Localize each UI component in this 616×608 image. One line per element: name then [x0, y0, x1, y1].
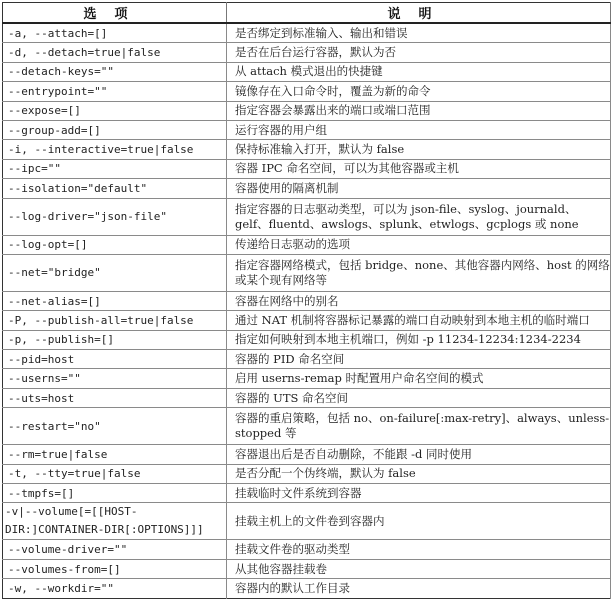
table-row	[3, 330, 611, 349]
table-row	[3, 311, 611, 330]
table-row	[3, 559, 611, 578]
option-cell: -d, --detach=true|false	[3, 43, 227, 62]
description-cell: 容器 IPC 命名空间，可以为其他容器或主机	[227, 159, 611, 178]
option-cell: --ipc=""	[3, 159, 227, 178]
description-cell: 运行容器的用户组	[227, 120, 611, 139]
table-header-row	[3, 3, 611, 24]
table-row	[3, 62, 611, 81]
description-cell: 指定如何映射到本地主机端口，例如 -p 11234-12234:1234-2234	[227, 330, 611, 349]
table-row	[3, 464, 611, 483]
table-row	[3, 120, 611, 139]
option-cell: --isolation="default"	[3, 179, 227, 198]
table-row	[3, 369, 611, 388]
description-cell: 挂载临时文件系统到容器	[227, 484, 611, 503]
option-cell: -t, --tty=true|false	[3, 464, 227, 483]
option-cell: --pid=host	[3, 350, 227, 369]
table-row	[3, 23, 611, 43]
table-row	[3, 408, 611, 445]
description-cell: 传递给日志驱动的选项	[227, 235, 611, 254]
description-cell: 从其他容器挂载卷	[227, 559, 611, 578]
option-cell: --net="bridge"	[3, 254, 227, 291]
option-cell: --log-opt=[]	[3, 235, 227, 254]
description-cell: 容器的 PID 命名空间	[227, 350, 611, 369]
description-cell: 容器内的默认工作目录	[227, 579, 611, 598]
table-row	[3, 235, 611, 254]
description-cell: 容器的重启策略，包括 no、on-failure[:max-retry]、always、unless-stopped 等	[227, 408, 611, 445]
description-column-header: 说明	[227, 3, 611, 24]
description-cell: 启用 userns-remap 时配置用户命名空间的模式	[227, 369, 611, 388]
table-row	[3, 82, 611, 101]
description-cell: 容器退出后是否自动删除，不能跟 -d 同时使用	[227, 445, 611, 464]
table-row	[3, 503, 611, 540]
option-cell: --group-add=[]	[3, 120, 227, 139]
description-cell: 挂载主机上的文件卷到容器内	[227, 503, 611, 540]
description-cell: 容器在网络中的别名	[227, 291, 611, 310]
description-cell: 指定容器的日志驱动类型，可以为 json-file、syslog、journald、gelf、fluentd、awslogs、splunk、etwlogs、gcplogs 或 none	[227, 198, 611, 235]
description-cell: 挂载文件卷的驱动类型	[227, 540, 611, 559]
description-cell: 保持标准输入打开，默认为 false	[227, 140, 611, 159]
description-cell: 通过 NAT 机制将容器标记暴露的端口自动映射到本地主机的临时端口	[227, 311, 611, 330]
description-cell: 从 attach 模式退出的快捷键	[227, 62, 611, 81]
option-cell: --userns=""	[3, 369, 227, 388]
table-row	[3, 254, 611, 291]
table-row	[3, 179, 611, 198]
description-cell: 镜像存在入口命令时，覆盖为新的命令	[227, 82, 611, 101]
option-cell: --rm=true|false	[3, 445, 227, 464]
table-row	[3, 140, 611, 159]
option-cell: --detach-keys=""	[3, 62, 227, 81]
table-row	[3, 540, 611, 559]
table-row	[3, 198, 611, 235]
description-cell: 指定容器网络模式，包括 bridge、none、其他容器内网络、host 的网络或某个现有网络等	[227, 254, 611, 291]
option-cell: --log-driver="json-file"	[3, 198, 227, 235]
option-cell: -a, --attach=[]	[3, 23, 227, 43]
option-cell: -w, --workdir=""	[3, 579, 227, 598]
description-cell: 指定容器会暴露出来的端口或端口范围	[227, 101, 611, 120]
table-row	[3, 484, 611, 503]
description-cell: 是否在后台运行容器，默认为否	[227, 43, 611, 62]
option-cell: --expose=[]	[3, 101, 227, 120]
description-cell: 容器的 UTS 命名空间	[227, 388, 611, 407]
option-cell: --uts=host	[3, 388, 227, 407]
option-cell: -v|--volume[=[[HOST-DIR:]CONTAINER-DIR[:OPTIONS]]]	[3, 503, 227, 540]
option-cell: -i, --interactive=true|false	[3, 140, 227, 159]
description-cell: 是否分配一个伪终端，默认为 false	[227, 464, 611, 483]
table-row	[3, 159, 611, 178]
option-cell: -p, --publish=[]	[3, 330, 227, 349]
option-cell: --entrypoint=""	[3, 82, 227, 101]
table-row	[3, 445, 611, 464]
option-cell: --tmpfs=[]	[3, 484, 227, 503]
table-row	[3, 291, 611, 310]
table-row	[3, 579, 611, 598]
table-row	[3, 350, 611, 369]
option-cell: --restart="no"	[3, 408, 227, 445]
option-cell: --volume-driver=""	[3, 540, 227, 559]
docker-run-options-table-wrapper	[2, 2, 610, 599]
table-row	[3, 388, 611, 407]
option-cell: -P, --publish-all=true|false	[3, 311, 227, 330]
table-row	[3, 101, 611, 120]
description-cell: 容器使用的隔离机制	[227, 179, 611, 198]
docker-run-options-table	[2, 2, 611, 599]
description-cell: 是否绑定到标准输入、输出和错误	[227, 23, 611, 43]
option-cell: --volumes-from=[]	[3, 559, 227, 578]
table-row	[3, 43, 611, 62]
option-column-header: 选项	[3, 3, 227, 24]
option-cell: --net-alias=[]	[3, 291, 227, 310]
